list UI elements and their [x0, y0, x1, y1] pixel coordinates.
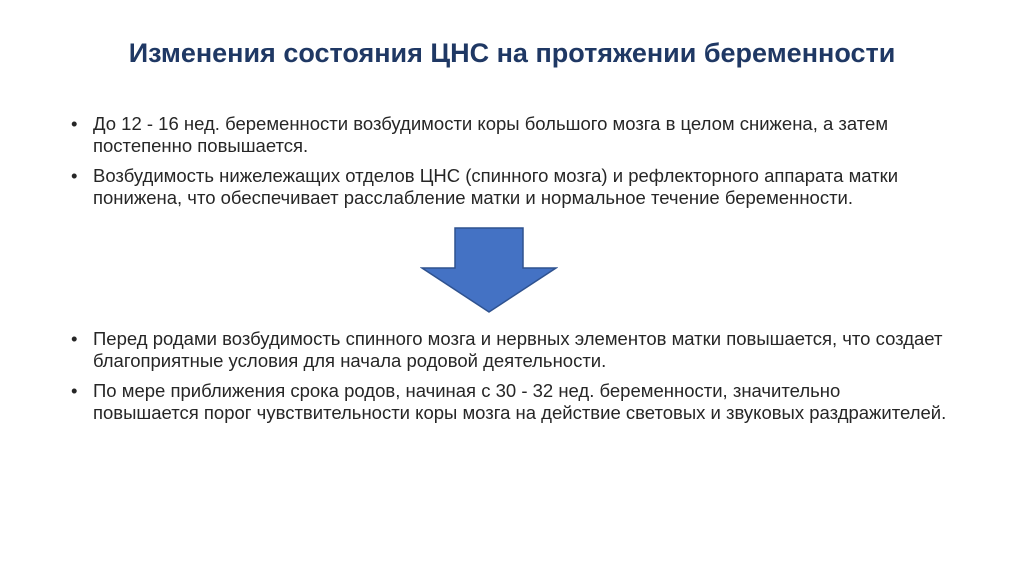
bullet-item: • По мере приближения срока родов, начиная с 30 - 32 нед. беременности, значительно повышается порог чувствительности коры мозга на действие световых и звуковых раздражителей. [71, 380, 951, 424]
bullet-list-bottom [71, 328, 951, 432]
bullet-item: • Возбудимость нижележащих отделов ЦНС (спинного мозга) и рефлекторного аппарата матки понижена, что обеспечивает расслабление матки и нормальное течение беременности. [71, 165, 951, 209]
bullet-item: • До 12 - 16 нед. беременности возбудимости коры большого мозга в целом снижена, а затем постепенно повышается. [71, 113, 951, 157]
slide-title: Изменения состояния ЦНС на протяжении беременности [128, 38, 896, 68]
bullet-list-top [71, 113, 951, 217]
bullet-item: • Перед родами возбудимость спинного мозга и нервных элементов матки повышается, что создает благоприятные условия для начала родовой деятельности. [71, 328, 951, 372]
down-arrow-icon [420, 226, 558, 314]
